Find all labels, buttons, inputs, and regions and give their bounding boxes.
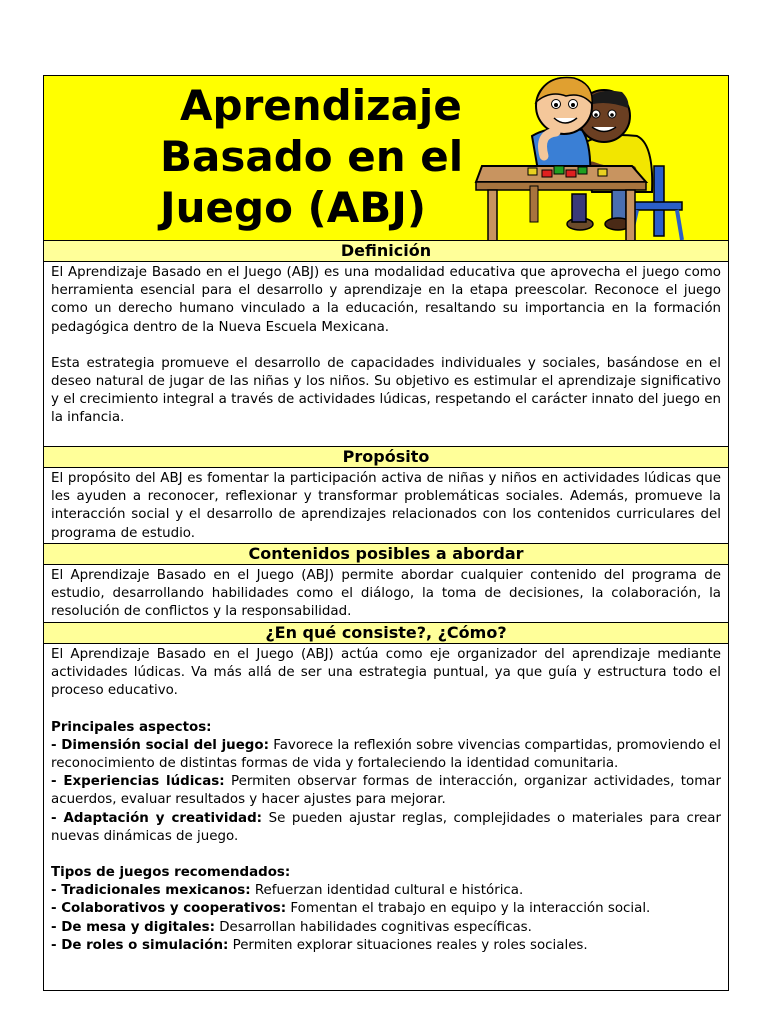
tipo-label: - De roles o simulación:: [51, 937, 229, 953]
child-left-icon: [532, 78, 593, 231]
title-banner: [44, 76, 728, 241]
title-line-3: Juego (ABJ): [160, 183, 427, 232]
tipo-label: - De mesa y digitales:: [51, 919, 215, 935]
consiste-paragraph-1: El Aprendizaje Basado en el Juego (ABJ) actúa como eje organizador del aprendizaje mediante actividades lúdicas. Va más allá de ser una estrategia puntual, ya que guía y estructura todo el proceso educativo.: [51, 647, 721, 699]
aspecto-label: - Adaptación y creatividad:: [51, 810, 263, 826]
section-body-consiste: [51, 646, 721, 955]
definicion-paragraph-1: El Aprendizaje Basado en el Juego (ABJ) es una modalidad educativa que aprovecha el juego como herramienta esencial para el desarrollo y aprendizaje en la etapa preescolar. Reconoce el juego como un derecho humano vinculado a la educación, resaltando su importancia en la formación pedagógica dentro de la Nueva Escuela Mexicana.: [51, 265, 721, 335]
aspecto-item: [51, 773, 721, 809]
definicion-paragraph-2: Esta estrategia promueve el desarrollo de capacidades individuales y sociales, basándose en el deseo natural de jugar de las niñas y los niños. Su objetivo es estimular el aprendizaje significativo y el crecimiento integral a través de actividades lúdicas, respetando el carácter innato del juego en la infancia.: [51, 355, 721, 426]
proposito-paragraph-1: El propósito del ABJ es fomentar la participación activa de niñas y niños en actividades lúdicas que les ayuden a reconocer, reflexionar y transformar problemáticas sociales. Además, promueve la interacción social y el desarrollo de aprendizajes relacionados con los contenidos curriculares del programa de estudio.: [51, 471, 721, 541]
aspectos-title: Principales aspectos:: [51, 719, 212, 735]
document-sheet: [43, 75, 729, 991]
children-playing-puzzle-icon: [432, 76, 728, 241]
tipo-label: - Colaborativos y cooperativos:: [51, 901, 287, 917]
tipo-label: - Tradicionales mexicanos:: [51, 883, 251, 899]
tipo-text: Refuerzan identidad cultural e histórica.: [250, 883, 524, 899]
tipos-title: Tipos de juegos recomendados:: [51, 865, 291, 881]
tipo-text: Desarrollan habilidades cognitivas específicas.: [214, 919, 532, 935]
tipo-text: Permiten explorar situaciones reales y roles sociales.: [228, 937, 588, 953]
tipo-item: [51, 937, 721, 955]
tipo-item: [51, 900, 721, 918]
title-line-1: Aprendizaje: [180, 81, 462, 130]
section-heading-consiste: ¿En qué consiste?, ¿Cómo?: [44, 622, 728, 644]
section-heading-contenidos: Contenidos posibles a abordar: [44, 543, 728, 565]
aspecto-label: - Experiencias lúdicas:: [51, 774, 225, 790]
tipo-text: Fomentan el trabajo en equipo y la interacción social.: [286, 901, 651, 917]
aspecto-item: [51, 737, 721, 773]
aspecto-item: [51, 810, 721, 846]
aspecto-text: Se pueden ajustar reglas, complejidades o materiales para crear nuevas dinámicas de juego.: [51, 810, 721, 844]
section-body-definicion: [51, 264, 721, 428]
aspecto-label: - Dimensión social del juego:: [51, 737, 269, 753]
tipo-item: [51, 882, 721, 900]
tipo-item: [51, 919, 721, 937]
section-body-contenidos: [51, 567, 721, 622]
contenidos-paragraph-1: El Aprendizaje Basado en el Juego (ABJ) permite abordar cualquier contenido del programa de estudio, desarrollando habilidades como el diálogo, la toma de decisiones, la colaboración, la resolución de conflictos y la responsabilidad.: [51, 568, 721, 620]
aspecto-text: Favorece la reflexión sobre vivencias compartidas, promoviendo el reconocimiento de distintas formas de vida y fortaleciendo la identidad comunitaria.: [51, 737, 721, 772]
section-body-proposito: [51, 470, 721, 543]
title-line-2: Basado en el: [160, 132, 464, 181]
section-heading-definicion: Definición: [44, 240, 728, 262]
aspecto-text: Permiten observar formas de interacción, organizar actividades, tomar acuerdos, evaluar resultados y hacer ajustes para mejorar.: [51, 774, 721, 808]
section-heading-proposito: Propósito: [44, 446, 728, 468]
